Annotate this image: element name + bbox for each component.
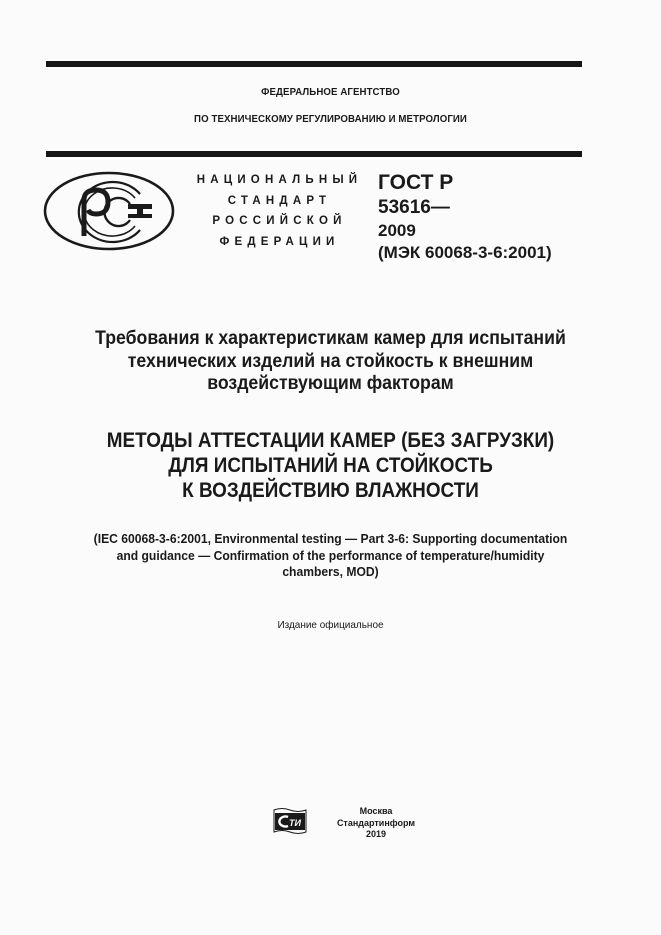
title-line: К ВОЗДЕЙСТВИЮ ВЛАЖНОСТИ: [182, 479, 479, 502]
national-line: СТАНДАРТ: [227, 194, 332, 207]
publisher-info: [336, 806, 416, 841]
national-line: НАЦИОНАЛЬНЫЙ: [196, 174, 363, 186]
iec-line: chambers, MOD): [282, 565, 379, 579]
national-line: ФЕДЕРАЦИИ: [219, 235, 340, 248]
iec-line: (IEC 60068-3-6:2001, Environmental testing — Part 3-6: Supporting documentation: [93, 532, 568, 546]
standartinform-logo-icon: [272, 806, 308, 836]
iec-reference: [29, 531, 631, 581]
top-rule: [46, 61, 582, 67]
standard-designation: [378, 170, 552, 264]
publisher-year: 2019: [365, 829, 387, 839]
designation-line: (МЭК 60068-3-6:2001): [378, 243, 552, 262]
agency-name-line-2: ПО ТЕХНИЧЕСКОМУ РЕГУЛИРОВАНИЮ И МЕТРОЛОГИИ: [194, 113, 467, 125]
national-line: РОССИЙСКОЙ: [212, 215, 347, 227]
title-line: воздействующим факторам: [207, 373, 454, 394]
edition-label: Издание официальное: [277, 619, 384, 631]
title-line: Требования к характеристикам камер для испытаний: [95, 328, 566, 349]
title-line: технических изделий на стойкость к внешним: [127, 350, 534, 372]
designation-line: ГОСТ Р: [378, 171, 454, 194]
svg-text:ТИ: ТИ: [289, 818, 301, 828]
publisher-name: Стандартинформ: [336, 817, 416, 828]
specific-title: [51, 428, 610, 503]
national-standard-label: [192, 170, 367, 252]
designation-line: 2009: [378, 221, 416, 240]
iec-line: and guidance — Confirmation of the performance of temperature/humidity: [116, 548, 545, 563]
agency-name-line-1: ФЕДЕРАЛЬНОЕ АГЕНТСТВО: [261, 86, 400, 98]
rst-logo-icon: [42, 170, 176, 252]
title-line: МЕТОДЫ АТТЕСТАЦИИ КАМЕР (БЕЗ ЗАГРУЗКИ): [106, 429, 555, 452]
designation-line: 53616—: [378, 197, 450, 218]
title-line: ДЛЯ ИСПЫТАНИЙ НА СТОЙКОСТЬ: [168, 454, 493, 477]
general-title: [42, 328, 620, 396]
publisher-city: Москва: [359, 806, 393, 816]
header-bottom-rule: [46, 151, 582, 157]
